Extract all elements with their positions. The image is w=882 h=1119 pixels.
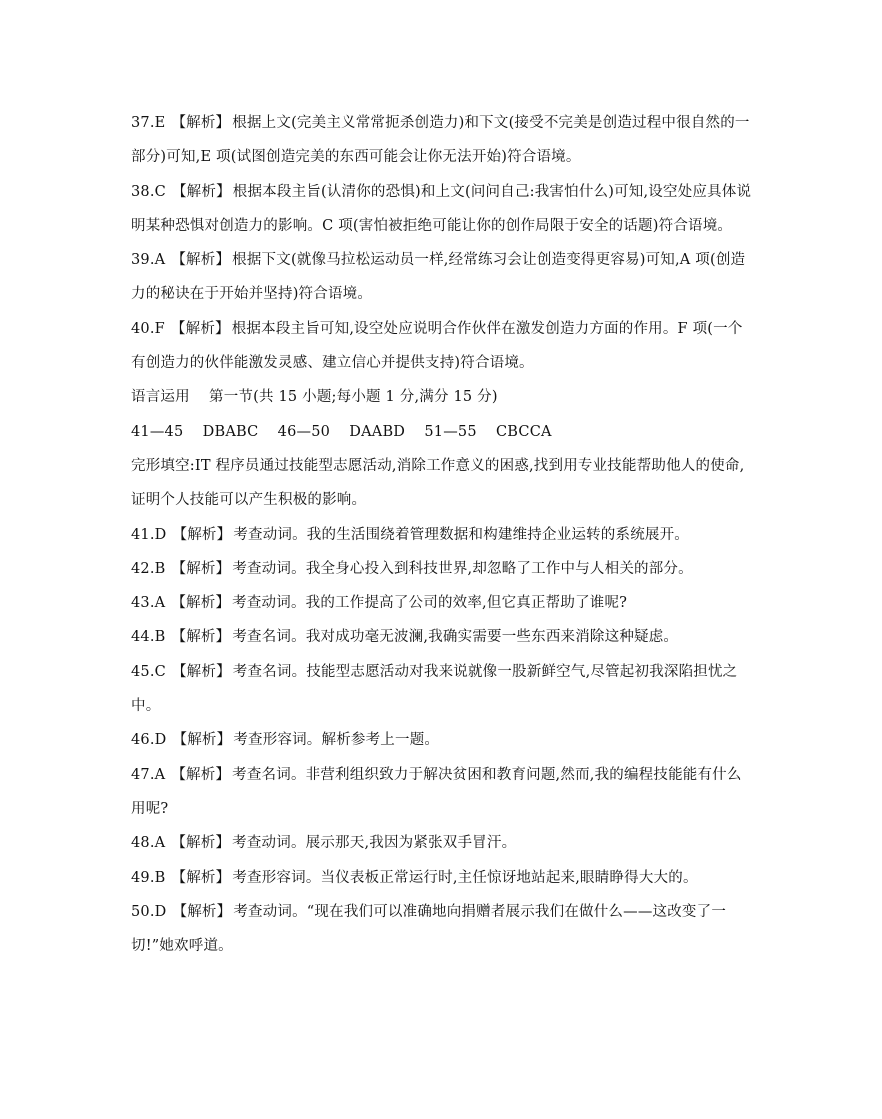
analysis-tag: 【解析】 [171,663,231,680]
explanation-42 [131,552,753,586]
explanation-49 [131,861,753,895]
explanation-41 [131,518,753,552]
explanation-50 [131,895,753,964]
analysis-tag: 【解析】 [172,903,232,920]
explanation-text: 根据上文(完美主义常常扼杀创造力)和下文(接受不完美是创造过程中很自然的一部分)可知,E 项(试图创造完美的东西可能会让你无法开始)符合语境。 [131,115,750,166]
explanation-46 [131,723,753,757]
explanation-39 [131,243,753,312]
explanation-text: 考查动词。展示那天,我因为紧张双手冒汗。 [232,835,517,852]
analysis-tag: 【解析】 [171,252,231,269]
explanation-47 [131,758,753,827]
explanation-text: 考查动词。我的工作提高了公司的效率,但它真正帮助了谁呢? [232,595,628,612]
question-number: 49.B [131,869,166,886]
analysis-tag: 【解析】 [171,115,231,131]
question-number: 45.C [131,663,166,680]
explanation-text: 考查形容词。解析参考上一题。 [233,732,440,749]
answer-explanations [131,106,753,963]
explanation-text: 根据本段主旨可知,设空处应说明合作伙伴在激发创造力方面的作用。F 项(一个有创造力的伙伴能激发灵感、建立信心并提供支持)符合语境。 [131,320,743,372]
question-number: 37.E [131,115,166,131]
passage-summary: 完形填空:IT 程序员通过技能型志愿活动,消除工作意义的困惑,找到用专业技能帮助他人的使命,证明个人技能可以产生积极的影响。 [131,457,745,509]
analysis-tag: 【解析】 [172,526,232,543]
analysis-tag: 【解析】 [171,766,231,783]
explanation-48 [131,826,753,860]
explanation-text: 考查形容词。当仪表板正常运行时,主任惊讶地站起来,眼睛睁得大大的。 [232,869,698,886]
analysis-tag: 【解析】 [171,629,231,646]
explanation-text: 考查动词。我全身心投入到科技世界,却忽略了工作中与人相关的部分。 [232,560,693,577]
explanation-text: 考查名词。我对成功毫无波澜,我确实需要一些东西来消除这种疑虑。 [232,629,679,646]
analysis-tag: 【解析】 [171,560,231,577]
question-number: 40.F [131,320,165,337]
explanation-44 [131,620,753,654]
question-number: 47.A [131,766,166,783]
question-number: 43.A [131,595,166,612]
explanation-40 [131,312,753,381]
explanation-text: 考查动词。我的生活围绕着管理数据和构建维持企业运转的系统展开。 [233,526,690,543]
question-number: 50.D [131,903,167,920]
explanation-text: 考查名词。非营利组织致力于解决贫困和教育问题,然而,我的编程技能能有什么用呢? [131,766,742,817]
question-number: 42.B [131,560,166,577]
analysis-tag: 【解析】 [171,869,231,886]
explanation-text: 考查动词。“现在我们可以准确地向捐赠者展示我们在做什么——这改变了一切!”她欢呼道。 [131,903,727,955]
analysis-tag: 【解析】 [171,595,231,612]
explanation-45 [131,655,753,724]
section-heading: 语言运用 第一节(共 15 小题;每小题 1 分,满分 15 分) [131,389,498,406]
analysis-tag: 【解析】 [170,320,230,337]
question-number: 38.C [131,183,166,200]
question-number: 44.B [131,629,166,646]
explanation-text: 根据下文(就像马拉松运动员一样,经常练习会让创造变得更容易)可知,A 项(创造力的秘诀在于开始并坚持)符合语境。 [131,252,746,303]
explanation-38 [131,175,753,244]
question-number: 41.D [131,526,167,543]
analysis-tag: 【解析】 [171,835,231,852]
analysis-tag: 【解析】 [172,732,232,749]
question-number: 48.A [131,835,166,852]
question-number: 46.D [131,732,167,749]
explanation-43 [131,586,753,620]
explanation-text: 根据本段主旨(认清你的恐惧)和上文(问问自己:我害怕什么)可知,设空处应具体说明某种恐惧对创造力的影响。C 项(害怕被拒绝可能让你的创作局限于安全的话题)符合语境。 [131,183,752,234]
explanation-37 [131,106,753,175]
explanation-text: 考查名词。技能型志愿活动对我来说就像一股新鲜空气,尽管起初我深陷担忧之中。 [131,663,738,715]
question-number: 39.A [131,252,166,269]
analysis-tag: 【解析】 [171,183,231,200]
answer-key: 41—45 DBABC 46—50 DAABD 51—55 CBCCA [131,423,552,440]
